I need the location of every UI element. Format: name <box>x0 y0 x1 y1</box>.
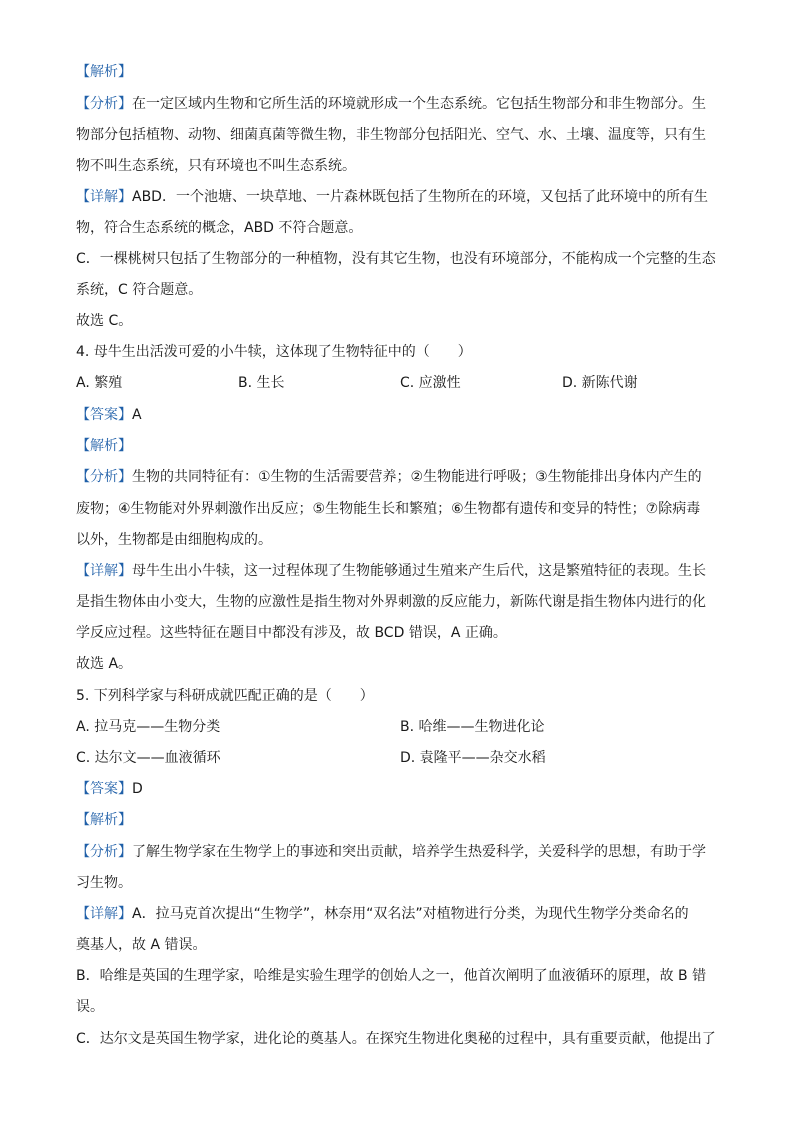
detail-line <box>76 904 716 924</box>
answer-value: D <box>132 781 143 797</box>
analysis-text: 物不叫生态系统，只有环境也不叫生态系统。 <box>76 158 356 174</box>
analysis-text: 物部分包括植物、动物、细菌真菌等微生物，非生物部分包括阳光、空气、水、土壤、温度等，只有生 <box>76 127 706 143</box>
analysis-line <box>76 94 716 114</box>
analysis-text: 废物；④生物能对外界刺激作出反应；⑤生物能生长和繁殖；⑥生物都有遗传和变异的特性；⑦除病毒 <box>76 501 701 517</box>
analysis-tag: 【分析】 <box>76 844 132 860</box>
answer-value: A <box>132 407 142 423</box>
detail-text: 误。 <box>76 999 104 1015</box>
analysis-text: 以外，生物都是由细胞构成的。 <box>76 532 272 548</box>
detail-text: B．哈维是英国的生理学家，哈维是实验生理学的创始人之一，他首次阐明了血液循环的原理，故 B 错 <box>76 968 707 984</box>
answer-line <box>76 779 716 799</box>
question-4-option-a: A. 繁殖 <box>76 375 123 391</box>
analysis-line <box>76 842 716 862</box>
answer-line <box>76 405 716 425</box>
conclusion-text: 故选 C。 <box>76 313 133 329</box>
detail-text: 物，符合生态系统的概念，ABD 不符合题意。 <box>76 220 363 236</box>
detail-text: A．拉马克首次提出“生物学”，林奈用“双名法”对植物进行分类，为现代生物学分类命名的 <box>132 906 689 922</box>
detail-text: 母牛生出小牛犊，这一过程体现了生物能够通过生殖来产生后代，这是繁殖特征的表现。生长 <box>132 563 706 579</box>
analysis-text: 生物的共同特征有：①生物的生活需要营养；②生物能进行呼吸；③生物能排出身体内产生的 <box>132 469 702 485</box>
detail-text: 学反应过程。这些特征在题目中都没有涉及，故 BCD 错误，A 正确。 <box>76 625 507 641</box>
detail-text: C．达尔文是英国生物学家，进化论的奠基人。在探究生物进化奥秘的过程中，具有重要贡献，他提出了 <box>76 1031 716 1047</box>
question-5-option-a: A. 拉马克——生物分类 <box>76 719 221 735</box>
analysis-tag: 【分析】 <box>76 469 132 485</box>
detail-text: 奠基人，故 A 错误。 <box>76 937 207 953</box>
analysis-text: 了解生物学家在生物学上的事迹和突出贡献，培养学生热爱科学，关爱科学的思想，有助于学 <box>132 844 706 860</box>
analysis-line <box>76 467 716 487</box>
jiexi-heading: 【解析】 <box>76 438 132 454</box>
detail-text: ABD．一个池塘、一块草地、一片森林既包括了生物所在的环境，又包括了此环境中的所有生 <box>132 189 708 205</box>
question-5-option-d: D. 袁隆平——杂交水稻 <box>400 750 546 766</box>
question-5-option-c: C. 达尔文——血液循环 <box>76 750 221 766</box>
answer-tag: 【答案】 <box>76 781 132 797</box>
question-4-option-c: C. 应激性 <box>400 375 461 391</box>
detail-text: 是指生物体由小变大，生物的应激性是指生物对外界刺激的反应能力，新陈代谢是指生物体内进行的化 <box>76 594 706 610</box>
analysis-text: 在一定区域内生物和它所生活的环境就形成一个生态系统。它包括生物部分和非生物部分。生 <box>132 96 706 112</box>
question-4-option-d: D. 新陈代谢 <box>562 375 638 391</box>
analysis-text: 习生物。 <box>76 875 132 891</box>
detail-text: 系统，C 符合题意。 <box>76 282 203 298</box>
detail-text: C．一棵桃树只包括了生物部分的一种植物，没有其它生物，也没有环境部分，不能构成一个完整的生态 <box>76 251 716 267</box>
conclusion-text: 故选 A。 <box>76 656 133 672</box>
detail-line <box>76 561 716 581</box>
detail-tag: 【详解】 <box>76 189 132 205</box>
jiexi-heading: 【解析】 <box>76 64 132 80</box>
detail-tag: 【详解】 <box>76 906 132 922</box>
jiexi-heading: 【解析】 <box>76 812 132 828</box>
answer-tag: 【答案】 <box>76 407 132 423</box>
detail-tag: 【详解】 <box>76 563 132 579</box>
question-4-stem: 4. 母牛生出活泼可爱的小牛犊，这体现了生物特征中的（ ） <box>76 344 472 360</box>
question-4-option-b: B. 生长 <box>238 375 285 391</box>
question-5-stem: 5. 下列科学家与科研成就匹配正确的是（ ） <box>76 688 374 704</box>
analysis-tag: 【分析】 <box>76 96 132 112</box>
question-5-option-b: B. 哈维——生物进化论 <box>400 719 545 735</box>
detail-line <box>76 187 716 207</box>
